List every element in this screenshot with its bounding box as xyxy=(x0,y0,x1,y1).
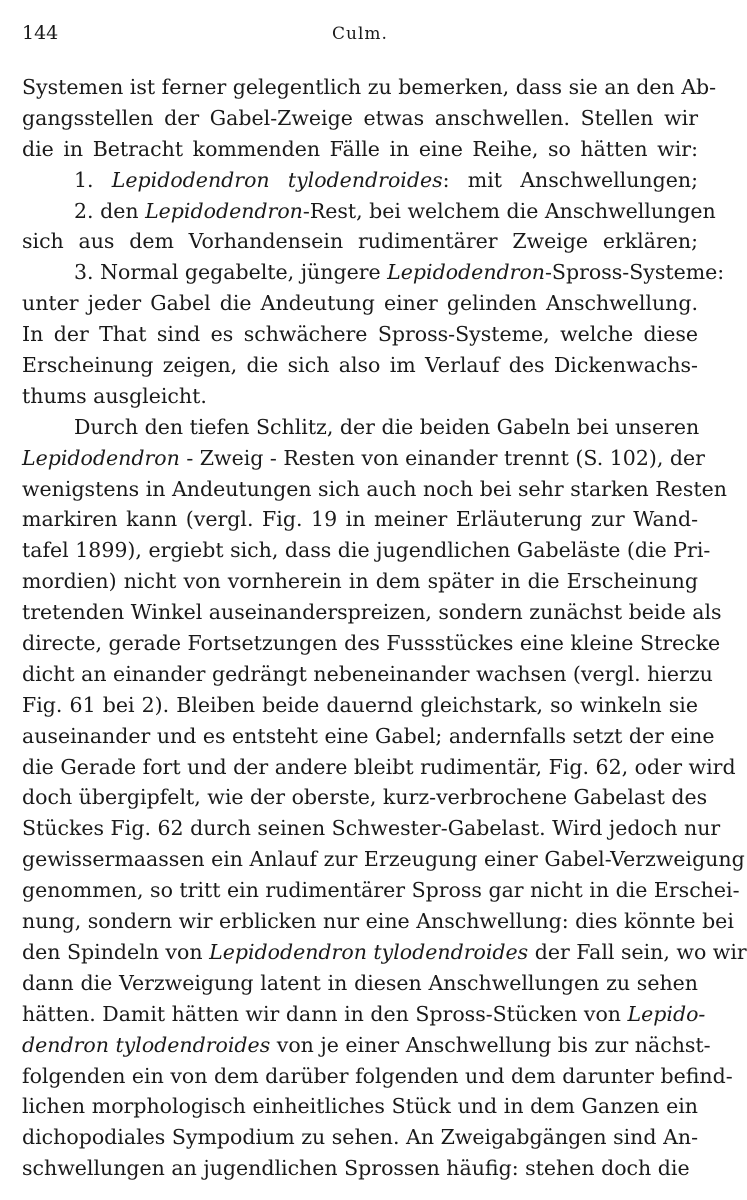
text-line xyxy=(22,1122,698,1153)
text-segment: doch übergipfelt, wie der oberste, kurz-verbrochene Gabelast des xyxy=(22,785,708,810)
text-segment: tretenden Winkel auseinanderspreizen, sondern zunächst beide als xyxy=(22,600,722,625)
text-line xyxy=(22,134,698,165)
text-segment: den Spindeln von xyxy=(22,939,210,964)
text-line xyxy=(22,628,721,659)
text-line xyxy=(22,813,721,844)
text-segment: wenigstens in Andeutungen sich auch noch bei sehr starken Resten xyxy=(22,476,727,501)
text-line xyxy=(22,412,698,443)
text-line xyxy=(22,690,698,721)
text-segment: schwellungen an jugendlichen Sprossen häufig: stehen doch die xyxy=(22,1156,690,1181)
text-segment: von je einer Anschwellung bis zur nächst- xyxy=(270,1032,711,1057)
text-segment: Fig. 61 bei 2). Bleiben beide dauernd gleichstark, so winkeln sie xyxy=(22,692,698,717)
text-line xyxy=(22,196,716,227)
text-line xyxy=(22,752,736,783)
text-segment: dann die Verzweigung latent in diesen Anschwellungen zu sehen xyxy=(22,970,698,995)
text-line xyxy=(22,1091,698,1122)
italic-taxon-name: Lepido- xyxy=(627,1001,706,1026)
text-line xyxy=(22,474,727,505)
text-line xyxy=(22,257,725,288)
text-line xyxy=(22,875,740,906)
text-segment: -Spross-Systeme: xyxy=(545,260,725,285)
text-line xyxy=(22,659,713,690)
text-line xyxy=(22,72,717,103)
text-segment: 2. den xyxy=(74,198,146,223)
text-line xyxy=(22,535,711,566)
text-segment: die in Betracht kommenden Fälle in eine Reihe, so hätten wir: xyxy=(22,136,698,161)
text-segment: folgenden ein von dem darüber folgenden und dem darunter befind- xyxy=(22,1063,733,1088)
text-segment: Erscheinung zeigen, die sich also im Verlauf des Dickenwachs- xyxy=(22,353,698,378)
italic-taxon-name: Lepidodendron tylodendroides xyxy=(209,939,529,964)
text-segment: der Fall sein, wo wir xyxy=(528,939,747,964)
italic-taxon-name: dendron tylodendroides xyxy=(22,1032,271,1057)
text-line xyxy=(22,1061,733,1092)
text-line xyxy=(22,937,747,968)
text-segment: nung, sondern wir erblicken nur eine Anschwellung: dies könnte bei xyxy=(22,909,734,934)
text-line xyxy=(22,1030,711,1061)
text-segment: gangsstellen der Gabel-Zweige etwas anschwellen. Stellen wir xyxy=(22,105,698,130)
text-segment: dicht an einander gedrängt nebeneinander wachsen (vergl. hierzu xyxy=(22,661,713,686)
italic-taxon-name: Lepidodendron tylodendroides xyxy=(111,167,443,192)
text-segment: mordien) nicht von vornherein in dem später in die Erscheinung xyxy=(22,569,698,594)
text-segment: tafel 1899), ergiebt sich, dass die jugendlichen Gabeläste (die Pri- xyxy=(22,538,711,563)
italic-taxon-name: Lepidodendron xyxy=(387,260,545,285)
text-segment: Durch den tiefen Schlitz, der die beiden Gabeln bei unseren xyxy=(74,414,700,439)
text-line xyxy=(22,226,698,257)
text-line xyxy=(22,350,698,381)
text-segment: In der That sind es schwächere Spross-Systeme, welche diese xyxy=(22,322,698,347)
text-line xyxy=(22,288,698,319)
text-segment: Systemen ist ferner gelegentlich zu bemerken, dass sie an den Ab- xyxy=(22,75,717,99)
text-segment: genommen, so tritt ein rudimentärer Spross gar nicht in die Erschei- xyxy=(22,878,740,903)
text-segment: sich aus dem Vorhandensein rudimentärer Zweige erklären; xyxy=(22,229,698,254)
text-segment: die Gerade fort und der andere bleibt rudimentär, Fig. 62, oder wird xyxy=(22,754,736,779)
text-line xyxy=(22,165,698,196)
text-segment: - Zweig - Resten von einander trennt (S. 102), der xyxy=(179,445,705,470)
text-segment: lichen morphologisch einheitliches Stück und in dem Ganzen ein xyxy=(22,1094,698,1119)
text-line xyxy=(22,597,722,628)
text-line xyxy=(22,103,698,134)
text-segment: markiren kann (vergl. Fig. 19 in meiner Erläuterung zur Wand- xyxy=(22,507,698,532)
text-segment: auseinander und es entsteht eine Gabel; andernfalls setzt der eine xyxy=(22,723,715,748)
text-line xyxy=(22,443,705,474)
text-segment: gewissermaassen ein Anlauf zur Erzeugung einer Gabel-Verzweigung xyxy=(22,847,745,872)
text-line xyxy=(22,319,698,350)
text-segment: : mit Anschwellungen; xyxy=(442,167,699,192)
text-line xyxy=(22,504,698,535)
text-segment: hätten. Damit hätten wir dann in den Spross-Stücken von xyxy=(22,1001,628,1026)
text-segment: -Rest, bei welchem die Anschwellungen xyxy=(302,198,716,223)
text-line xyxy=(22,999,706,1030)
italic-taxon-name: Lepidodendron xyxy=(22,445,180,470)
text-segment: directe, gerade Fortsetzungen des Fussstückes eine kleine Strecke xyxy=(22,631,721,656)
text-line xyxy=(22,721,715,752)
text-segment: Stückes Fig. 62 durch seinen Schwester-Gabelast. Wird jedoch nur xyxy=(22,816,721,841)
text-segment: 3. Normal gegabelte, jüngere xyxy=(74,260,388,285)
page-header xyxy=(22,22,698,52)
text-line xyxy=(22,566,698,597)
text-segment: dichopodiales Sympodium zu sehen. An Zweigabgängen sind An- xyxy=(22,1125,698,1150)
text-line xyxy=(22,782,708,813)
text-segment: thums ausgleicht. xyxy=(22,383,207,408)
running-title: Culm. xyxy=(332,24,388,44)
text-line xyxy=(22,906,734,937)
text-line xyxy=(22,1153,698,1184)
body-text xyxy=(22,72,747,1184)
text-line xyxy=(22,381,698,412)
page-number: 144 xyxy=(22,22,59,44)
text-line xyxy=(22,968,698,999)
text-line xyxy=(22,844,745,875)
text-segment: unter jeder Gabel die Andeutung einer gelinden Anschwellung. xyxy=(22,291,698,316)
italic-taxon-name: Lepidodendron xyxy=(145,198,303,223)
text-segment: 1. xyxy=(74,167,112,192)
